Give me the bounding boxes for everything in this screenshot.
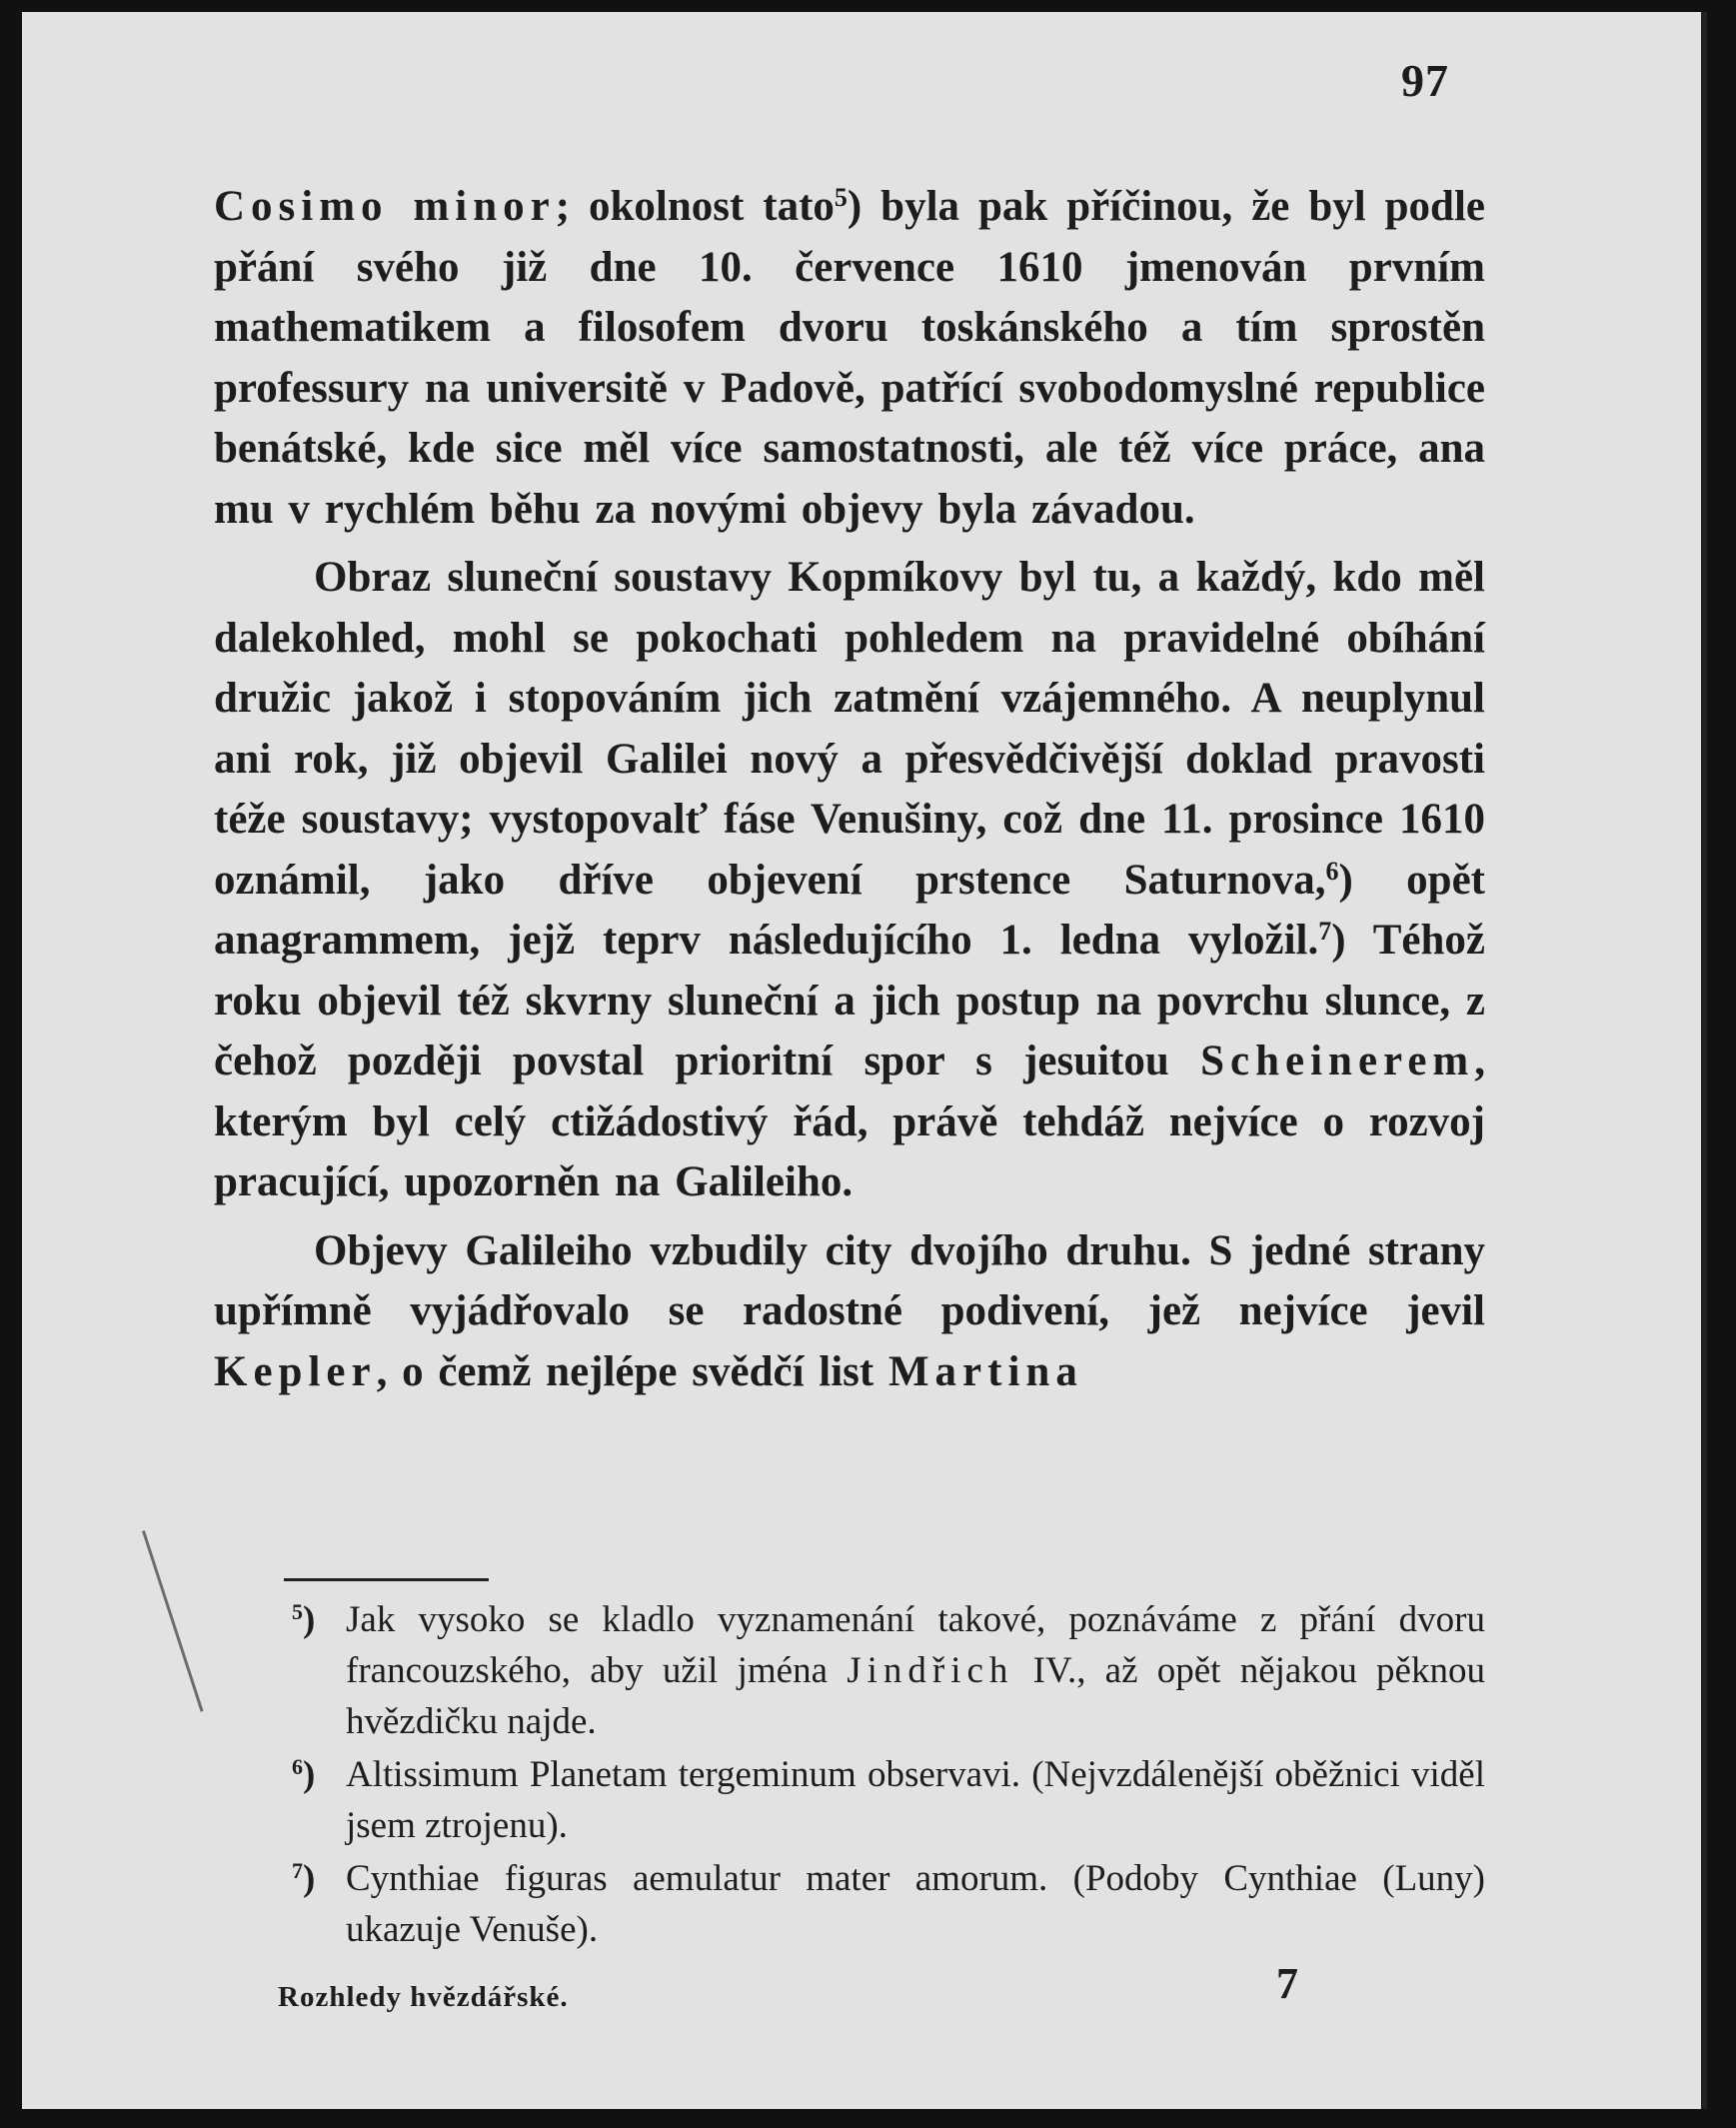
page-number: 97 — [1401, 55, 1449, 106]
text-run: , o čemž nejlépe svědčí list — [376, 1347, 888, 1395]
footnote-number: 5 — [292, 1599, 303, 1624]
name-kepler: Kepler — [214, 1347, 377, 1395]
footnote-marker: $^5$) — [292, 1599, 316, 1640]
footnote-text: IV., až opět nějakou pěknou hvězdičku najde. — [346, 1650, 1485, 1742]
footnote-number: 6 — [292, 1754, 303, 1779]
text-run: Obraz sluneční soustavy Kopmíkovy byl tu, a každý, kdo měl dalekohled, mohl se pokochati pohledem na pravidelné obíhání družic jakož i stopováním jich zatmění vzájemného. A neuplynul ani rok, již objevil Galilei nový a přesvědčivější doklad pravosti téže soustavy; vystopovalť fáse Venušiny, což dne 11. prosince 1610 oznámil, jako dříve objevení prstence Saturnova, — [214, 554, 1485, 904]
name-jindrich: Jindřich — [847, 1650, 1014, 1691]
footnote-ref-5[interactable]: 5 — [834, 183, 848, 212]
footnote-marker: $^6$) — [292, 1754, 316, 1795]
footnote-ref-6[interactable]: 6 — [1325, 856, 1339, 886]
printer-signature: Rozhledy hvězdářské. — [278, 1981, 569, 2013]
footnote-text: Altissimum Planetam tergeminum observavi. (Nejvzdálenější oběžnici viděl jsem ztrojenu). — [346, 1754, 1485, 1846]
footnote-marker: $^7$) — [292, 1858, 316, 1899]
footnote-divider — [284, 1578, 489, 1581]
text-run: Objevy Galileiho vzbudily city dvojího druhu. S jedné strany upřímně vyjádřovalo se radostné podivení, jež nejvíce jevil — [214, 1226, 1485, 1334]
footnote-text: Jak vysoko se kladlo vyznamenání takové, poznáváme z přání dvoru francouzského, aby užil jména — [346, 1599, 1485, 1691]
text-run: ) opět anagrammem, jejž teprv následujícího 1. ledna vyložil. — [214, 856, 1485, 964]
book-page — [22, 12, 1707, 2109]
footnotes — [292, 1594, 1485, 1957]
name-martina: Martina — [887, 1347, 1083, 1395]
body-text — [214, 177, 1485, 1402]
text-run: ; okolnost tato — [555, 183, 835, 230]
text-run: ) byla pak příčinou, že byl podle přání svého již dne 10. července 1610 jmenován prvním mathematikem a filosofem dvoru toskánského a tím sprostěn professury na universitě v Padově, patřící svobodomyslné republice benátské, kde sice měl více samostatnosti, ale též více práce, ana mu v rychlém běhu za novými objevy byla závadou. — [214, 183, 1485, 533]
footnote-5 — [292, 1594, 1485, 1747]
paragraph-2 — [214, 548, 1485, 1213]
name-scheinerem: Scheinerem — [1200, 1038, 1475, 1084]
footnote-ref-7[interactable]: 7 — [1318, 917, 1332, 946]
sheet-number: 7 — [1276, 1959, 1298, 2008]
text-run: ) Téhož roku objevil též skvrny sluneční a jich postup na povrchu slunce, z čehož později povstal prioritní spor s jesuitou — [214, 917, 1485, 1084]
margin-pencil-mark — [142, 1530, 204, 1712]
footnote-7 — [292, 1853, 1485, 1955]
footnote-number: 7 — [292, 1858, 303, 1883]
paragraph-3 — [214, 1221, 1485, 1403]
name-cosimo-minor: Cosimo minor — [214, 183, 556, 230]
paragraph-1 — [214, 177, 1485, 540]
footnote-6 — [292, 1749, 1485, 1851]
footnote-text: Cynthiae figuras aemulatur mater amorum. (Podoby Cynthiae (Luny) ukazuje Venuše). — [346, 1858, 1485, 1950]
text-run: , kterým byl celý ctižádostivý řád, právě tehdáž nejvíce o rozvoj pracující, upozorněn na Galileiho. — [214, 1038, 1485, 1205]
